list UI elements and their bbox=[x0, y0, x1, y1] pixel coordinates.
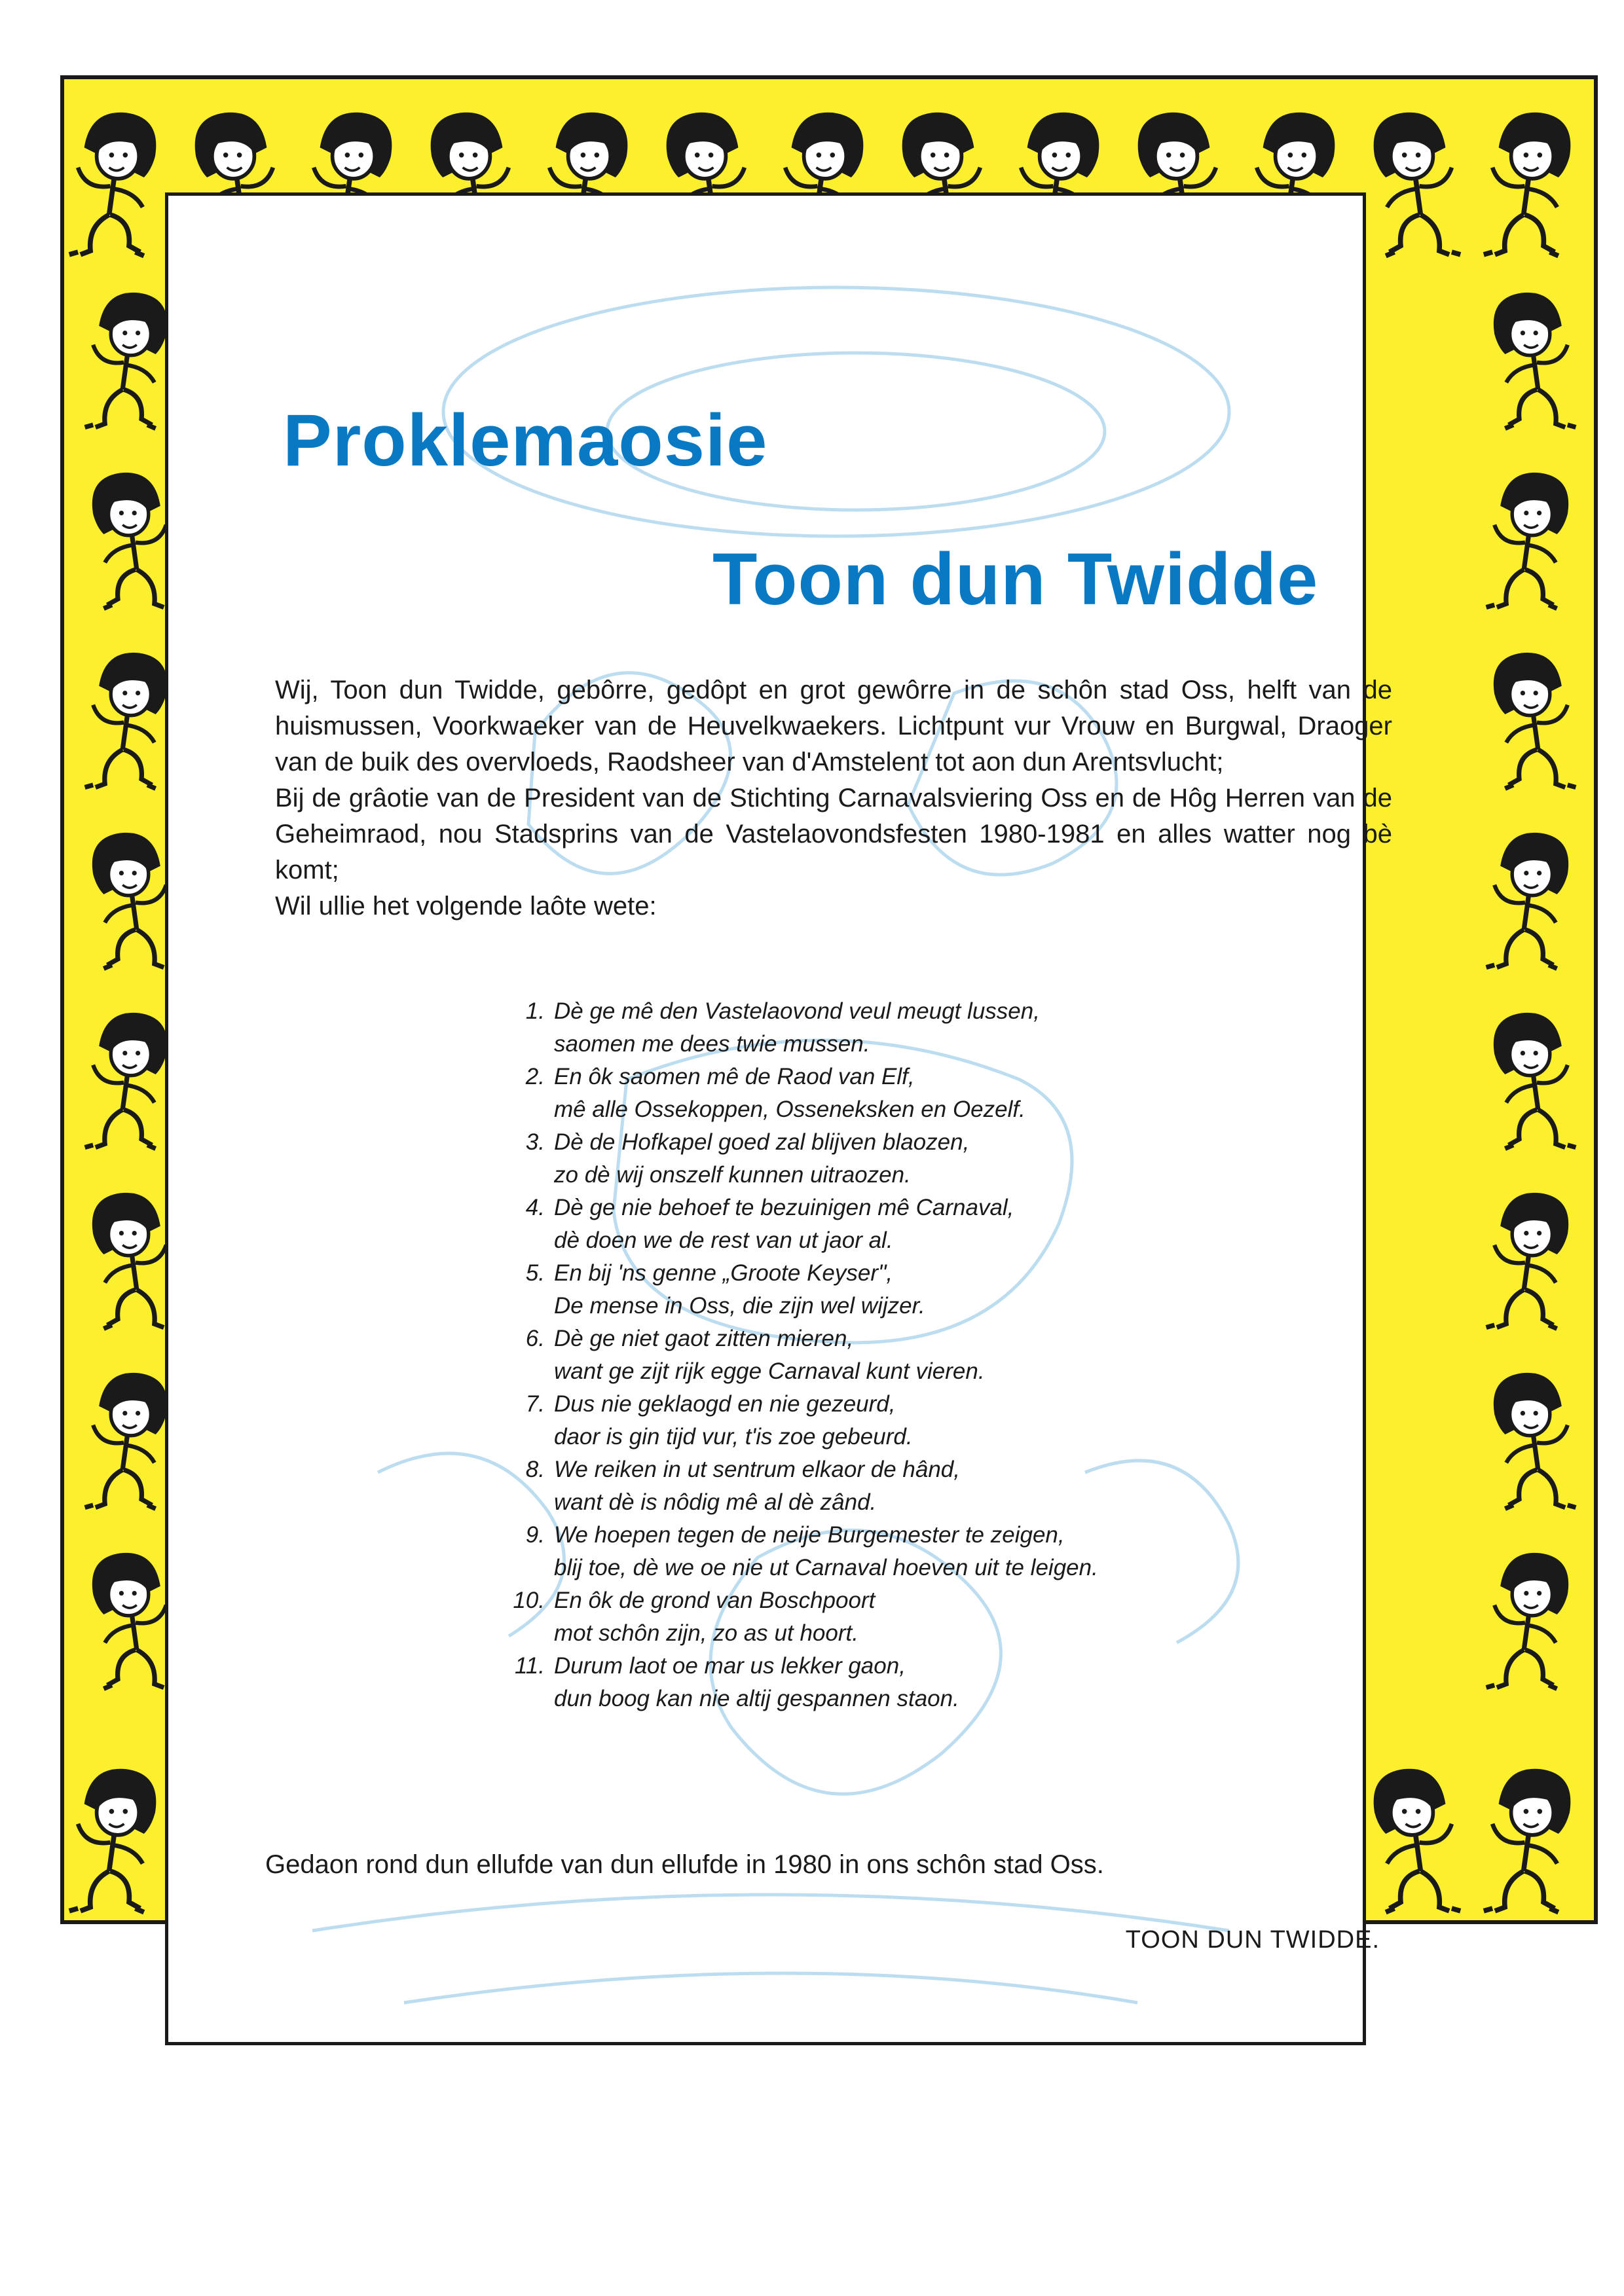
closing-line: Gedaon rond dun ellufde van dun ellufde in 1980 in ons schôn stad Oss. bbox=[265, 1850, 1104, 1879]
intro-paragraph: Wij, Toon dun Twidde, gebôrre, gedôpt en grot gewôrre in de schôn stad Oss, helft van de huismussen, Voorkwaeker van de Heuvelkwaekers. Lichtpunt vur Vrouw en Burgwal, Draoger van de buik des overvloeds, Raodsheer van d'Amstelent tot aon dun Arentsvlucht; bbox=[275, 676, 1392, 776]
dancing-figure bbox=[1494, 293, 1576, 428]
verse-item bbox=[498, 1322, 1218, 1388]
verse-item bbox=[498, 1388, 1218, 1453]
dancing-figure bbox=[1374, 113, 1461, 256]
verse-line: En ôk de grond van Boschpoort bbox=[554, 1588, 876, 1613]
verse-item bbox=[498, 1061, 1218, 1126]
dancing-figure bbox=[1484, 1769, 1571, 1912]
dancing-figure bbox=[1486, 1193, 1569, 1328]
dancing-figure bbox=[1494, 653, 1576, 788]
intro-paragraph: Bij de grâotie van de President van de Stichting Carnavalsviering Oss en de Hôg Herren van de Geheimraod, nou Stadsprins van de Vastelaovondsfesten 1980-1981 en alles watter nog bè komt; bbox=[275, 784, 1392, 884]
verse-line: Dè ge niet gaot zitten mieren, bbox=[554, 1326, 854, 1351]
verse-item bbox=[498, 1192, 1218, 1257]
dancing-figure bbox=[92, 1553, 175, 1688]
verse-number: 2. bbox=[525, 1064, 545, 1089]
verse-item bbox=[498, 1453, 1218, 1519]
verse-line: Dè ge mê den Vastelaovond veul meugt lussen, bbox=[554, 998, 1040, 1024]
verse-item bbox=[498, 995, 1218, 1061]
dancing-figure bbox=[1374, 1769, 1461, 1912]
dancing-figure bbox=[85, 1013, 168, 1148]
verse-item bbox=[498, 1257, 1218, 1322]
verse-number: 9. bbox=[525, 1522, 545, 1548]
verse-line: We reiken in ut sentrum elkaor de hând, bbox=[554, 1457, 960, 1482]
dancing-figure bbox=[85, 293, 168, 428]
verse-line: want ge zijt rijk egge Carnaval kunt vieren. bbox=[554, 1358, 985, 1384]
verse-line: Dus nie geklaogd en nie gezeurd, bbox=[554, 1391, 896, 1417]
verse-number: 11. bbox=[514, 1653, 545, 1679]
verse-item bbox=[498, 1650, 1218, 1715]
verse-line: En bij 'ns genne „Groote Keyser", bbox=[554, 1260, 893, 1286]
dancing-figure bbox=[92, 473, 175, 608]
dancing-figure bbox=[1486, 833, 1569, 968]
dancing-figure bbox=[1494, 1013, 1576, 1148]
verse-line: dè doen we de rest van ut jaor al. bbox=[554, 1228, 893, 1253]
verse-line: Dè de Hofkapel goed zal blijven blaozen, bbox=[554, 1129, 970, 1155]
dancing-figure bbox=[85, 1373, 168, 1508]
verse-number: 5. bbox=[525, 1260, 545, 1286]
verse-line: mot schôn zijn, zo as ut hoort. bbox=[554, 1620, 858, 1646]
verse-number: 4. bbox=[525, 1195, 545, 1220]
verse-line: want dè is nôdig mê al dè zând. bbox=[554, 1489, 877, 1515]
verse-number: 3. bbox=[525, 1129, 545, 1155]
verse-line: daor is gin tijd vur, t'is zoe gebeurd. bbox=[554, 1424, 913, 1449]
dancing-figure bbox=[69, 1769, 157, 1912]
verse-line: Durum laot oe mar us lekker gaon, bbox=[554, 1653, 906, 1679]
verse-number: 6. bbox=[525, 1326, 545, 1351]
verse-number: 7. bbox=[525, 1391, 545, 1417]
title-line-2: Toon dun Twidde bbox=[712, 538, 1319, 620]
verse-number: 10. bbox=[513, 1588, 545, 1613]
title-line-1: Proklemaosie bbox=[283, 399, 768, 481]
verse-number: 1. bbox=[525, 998, 545, 1024]
dancing-figure bbox=[92, 1193, 175, 1328]
signature: TOON DUN TWIDDE. bbox=[1125, 1926, 1380, 1954]
verse-list bbox=[498, 995, 1218, 1715]
dancing-figure bbox=[1486, 473, 1569, 608]
dancing-figure bbox=[92, 833, 175, 968]
verse-line: Dè ge nie behoef te bezuinigen mê Carnaval, bbox=[554, 1195, 1014, 1220]
verse-item bbox=[498, 1519, 1218, 1584]
verse-line: zo dè wij onszelf kunnen uitraozen. bbox=[554, 1162, 911, 1188]
verse-line: mê alle Ossekoppen, Osseneksken en Oezelf. bbox=[554, 1097, 1025, 1122]
verse-line: saomen me dees twie mussen. bbox=[554, 1031, 870, 1057]
verse-line: En ôk saomen mê de Raod van Elf, bbox=[554, 1064, 915, 1089]
dancing-figure bbox=[1484, 113, 1571, 256]
verse-line: We hoepen tegen de neije Burgemester te zeigen, bbox=[554, 1522, 1065, 1548]
dancing-figure bbox=[85, 653, 168, 788]
verse-line: dun boog kan nie altij gespannen staon. bbox=[554, 1686, 959, 1711]
verse-line: De mense in Oss, die zijn wel wijzer. bbox=[554, 1293, 925, 1319]
verse-line: blij toe, dè we oe nie ut Carnaval hoeven uit te leigen. bbox=[554, 1555, 1098, 1580]
verse-number: 8. bbox=[525, 1457, 545, 1482]
dancing-figure bbox=[69, 113, 157, 256]
verse-item bbox=[498, 1584, 1218, 1650]
verse-item bbox=[498, 1126, 1218, 1192]
intro-text bbox=[275, 672, 1392, 924]
dancing-figure bbox=[1494, 1373, 1576, 1508]
dancing-figure bbox=[1486, 1553, 1569, 1688]
intro-paragraph: Wil ullie het volgende laôte wete: bbox=[275, 892, 657, 920]
